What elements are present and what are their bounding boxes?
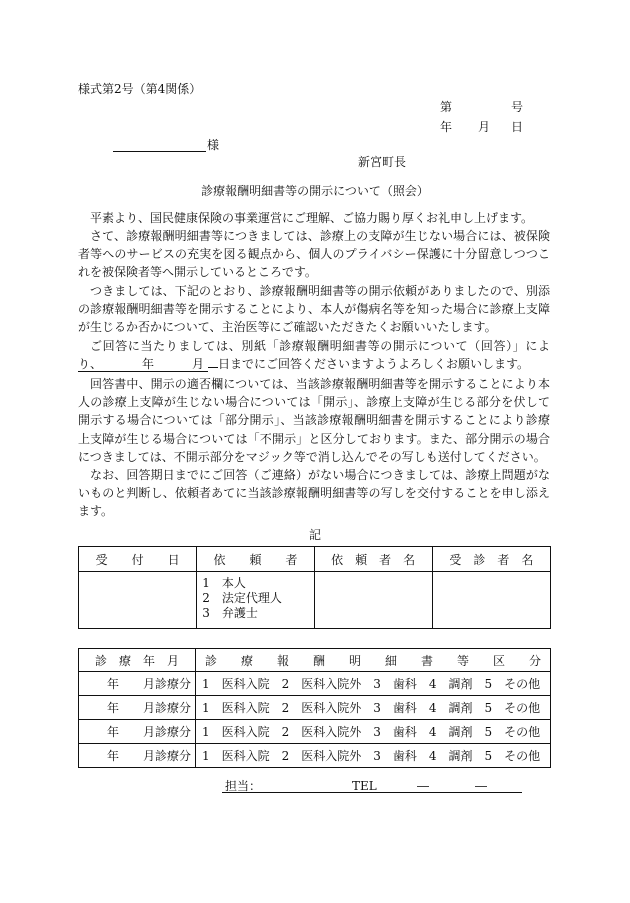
- paragraph-answer-form: ご回答に当たりましては、別紙「診療報酬明細書等の開示について（回答）」により、: [78, 339, 550, 372]
- cell-statement-types: 1 医科入院 2 医科入院外 3 歯科 4 調剤 5 その他: [196, 720, 551, 744]
- header-patient-name: 受 診 者 名: [432, 547, 550, 572]
- paragraph-greeting: 平素より、国民健康保険の事業運営にご理解、ご協力賜り厚くお礼申し上げます。: [90, 211, 534, 225]
- requester-option: 1 本人: [202, 576, 246, 590]
- contact-dash-2: ―: [475, 779, 487, 793]
- cell-reception-date: [79, 572, 197, 629]
- cell-treatment-month: 年 月診療分: [79, 696, 196, 720]
- cell-treatment-month: 年 月診療分: [79, 720, 196, 744]
- addressee-suffix: 様: [207, 138, 220, 152]
- cell-treatment-month: 年 月診療分: [79, 744, 196, 768]
- doc-number-suffix: 号: [511, 100, 524, 114]
- contact-dash-1: ―: [417, 779, 429, 793]
- doc-date-year: 年: [440, 120, 453, 134]
- addressee-line: [113, 151, 206, 152]
- treatment-table: [78, 648, 551, 768]
- paragraph-no-reply: なお、回答期日までにご回答（ご連絡）がない場合につきましては、診療上問題がないものと判断し、依頼者あてに当該診療報酬明細書等の写しを交付することを申し添えます。: [78, 468, 550, 519]
- sender: 新宮町長: [358, 155, 407, 169]
- deadline-year: 年: [78, 358, 158, 372]
- header-requester-name: 依 頼 者 名: [314, 547, 432, 572]
- cell-treatment-month: 年 月診療分: [79, 672, 196, 696]
- deadline-day-blank: [208, 367, 218, 368]
- header-reception-date: 受 付 日: [79, 547, 197, 572]
- table-row: [79, 720, 551, 744]
- form-number: 様式第2号（第4関係）: [78, 82, 202, 96]
- table-row: [79, 744, 551, 768]
- cell-requester-options: [197, 572, 314, 629]
- doc-date-day: 日: [511, 120, 524, 134]
- cell-requester-name: [314, 572, 432, 629]
- header-requester: 依 頼 者: [197, 547, 314, 572]
- cell-statement-types: 1 医科入院 2 医科入院外 3 歯科 4 調剤 5 その他: [196, 672, 551, 696]
- header-statement-type: 診 療 報 酬 明 細 書 等 区 分: [196, 649, 551, 672]
- deadline-line: [78, 357, 529, 372]
- doc-number-prefix: 第: [440, 100, 453, 114]
- deadline-month: 月: [158, 358, 208, 372]
- requester-option: 3 弁護士: [202, 606, 258, 620]
- requester-option: 2 法定代理人: [202, 591, 282, 605]
- paragraph-disclosure-policy: さて、診療報酬明細書等につきましては、診療上の支障が生じない場合には、被保険者等へのサービスの充実を図る観点から、個人のプライバシー保護に十分留意しつつこれを被保険者等へ開示しているところです。: [78, 229, 550, 280]
- request-table: [78, 546, 551, 629]
- header-treatment-month: 診 療 年 月: [79, 649, 196, 672]
- paragraph-request: つきましては、下記のとおり、診療報酬明細書等の開示依頼がありましたので、別添の診療報酬明細書等を開示することにより、本人が傷病名等を知った場合に診療上支障が生じるか否かについて、主治医等にご確認いただきたくお願いいたします。: [78, 284, 550, 335]
- contact-tanto: 担当：: [225, 779, 262, 793]
- doc-date-month: 月: [478, 120, 491, 134]
- cell-patient-name: [432, 572, 550, 629]
- deadline-text: 日までにご回答くださいますようよろしくお願いします。: [218, 357, 530, 371]
- cell-statement-types: 1 医科入院 2 医科入院外 3 歯科 4 調剤 5 その他: [196, 744, 551, 768]
- table-row: [79, 672, 551, 696]
- cell-statement-types: 1 医科入院 2 医科入院外 3 歯科 4 調剤 5 その他: [196, 696, 551, 720]
- paragraph-answer-categories: 回答書中、開示の適否欄については、当該診療報酬明細書等を開示することにより本人の診療上支障が生じない場合については「開示」、診療上支障が生じる部分を伏して開示する場合については「部分開示」、当該診療報酬明細書を開示することにより診療上支障が生じる場合については「不開示」と区分しております。また、部分開示の場合につきましては、不開示部分をマジック等で消し込んでその写しも送付してください。: [78, 377, 550, 464]
- ki-heading: 記: [308, 528, 321, 542]
- table-row: [79, 696, 551, 720]
- document-title: 診療報酬明細書等の開示について（照会）: [201, 184, 429, 198]
- contact-tel: TEL: [352, 779, 377, 793]
